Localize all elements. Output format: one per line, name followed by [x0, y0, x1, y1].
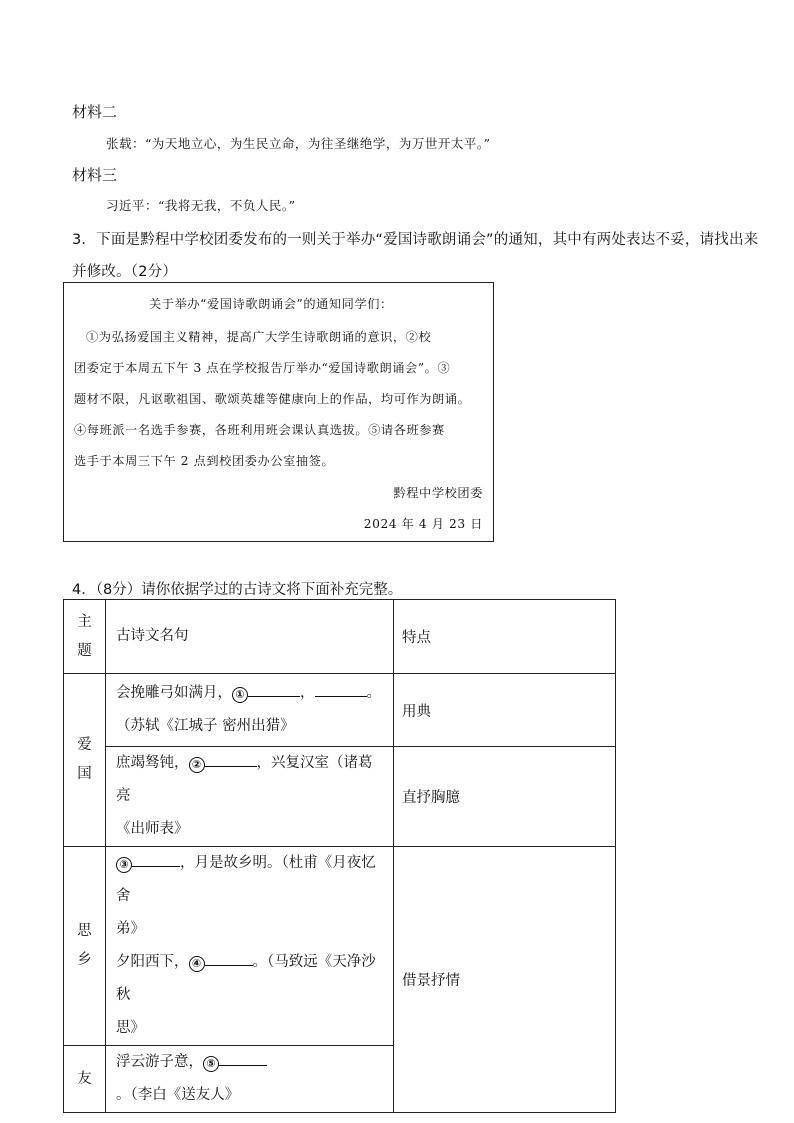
notice-line-2: 团委定于本周五下午 3 点在学校报告厅举办“爱国诗歌朗诵会”。③: [74, 361, 451, 375]
answer-blank-5[interactable]: [219, 1051, 267, 1066]
table-row: [64, 747, 616, 847]
answer-blank-1a[interactable]: [248, 682, 300, 697]
material-three-quote: 习近平：“我将无我，不负人民。”: [106, 198, 296, 213]
material-two-heading: 材料二: [72, 103, 118, 121]
notice-signature: 黔程中学校团委: [393, 486, 483, 500]
poem-table: [63, 599, 616, 1113]
feature-cell-1: 用典: [394, 674, 616, 747]
answer-blank-4[interactable]: [205, 951, 253, 966]
answer-blank-1b[interactable]: [315, 682, 367, 697]
blank-number-2: ②: [189, 757, 205, 773]
blank-number-3: ③: [116, 857, 132, 873]
notice-date: 2024 年 4 月 23 日: [363, 517, 483, 531]
feature-cell-3: 借景抒情: [394, 847, 616, 1113]
answer-blank-2[interactable]: [205, 752, 257, 767]
blank-number-5: ⑤: [203, 1056, 219, 1072]
question-three-line-1: 3．下面是黔程中学校团委发布的一则关于举办“爱国诗歌朗诵会”的通知，其中有两处表达不妥，请找出来: [72, 232, 759, 248]
sentence-cell-2: 庶竭驽钝， ② ，兴复汉室（诸葛亮 《出师表》: [106, 747, 394, 847]
notice-box: [63, 282, 494, 542]
sentence-header: 古诗文名句: [106, 600, 394, 674]
notice-line-1: ①为弘扬爱国主义精神，提高广大学生诗歌朗诵的意识，②校: [86, 330, 432, 344]
theme-patriotism: 爱 国: [64, 674, 106, 847]
notice-line-3: 题材不限，凡讴歌祖国、歌颂英雄等健康向上的作品，均可作为朗诵。: [74, 392, 471, 406]
notice-line-4: ④每班派一名选手参赛，各班利用班会课认真选拔。⑤请各班参赛: [74, 423, 445, 437]
notice-line-5: 选手于本周三下午 2 点到校团委办公室抽签。: [74, 454, 335, 468]
sentence-cell-4: 浮云游子意， ⑤。（李白《送友人》: [106, 1046, 394, 1113]
feature-header: 特点: [394, 600, 616, 674]
answer-blank-3[interactable]: [132, 852, 180, 867]
blank-number-4: ④: [189, 956, 205, 972]
sentence-cell-3: ③ ，月是故乡明。（杜甫《月夜忆舍 弟》 夕阳西下， ④ 。（马致远《天净沙 秋 思》: [106, 847, 394, 1046]
theme-homesick: 思 乡: [64, 847, 106, 1046]
table-row: [64, 847, 616, 1046]
feature-cell-2: 直抒胸臆: [394, 747, 616, 847]
table-header-row: [64, 600, 616, 674]
question-four-line: 4．（8分）请你依据学过的古诗文将下面补充完整。: [72, 582, 403, 598]
sentence-cell-1: 会挽雕弓如满月， ① ， 。 （苏轼《江城子 密州出猎》: [106, 674, 394, 747]
material-two-quote: 张载：“为天地立心，为生民立命，为往圣继绝学，为万世开太平。”: [106, 136, 491, 151]
theme-header: 主 题: [64, 600, 106, 674]
theme-friend: 友: [64, 1046, 106, 1113]
table-row: [64, 674, 616, 747]
blank-number-1: ①: [232, 687, 248, 703]
question-three-line-2: 并修改。（2分）: [72, 264, 178, 280]
material-three-heading: 材料三: [72, 166, 118, 184]
notice-title: 关于举办“爱国诗歌朗诵会”的通知同学们：: [149, 297, 393, 311]
